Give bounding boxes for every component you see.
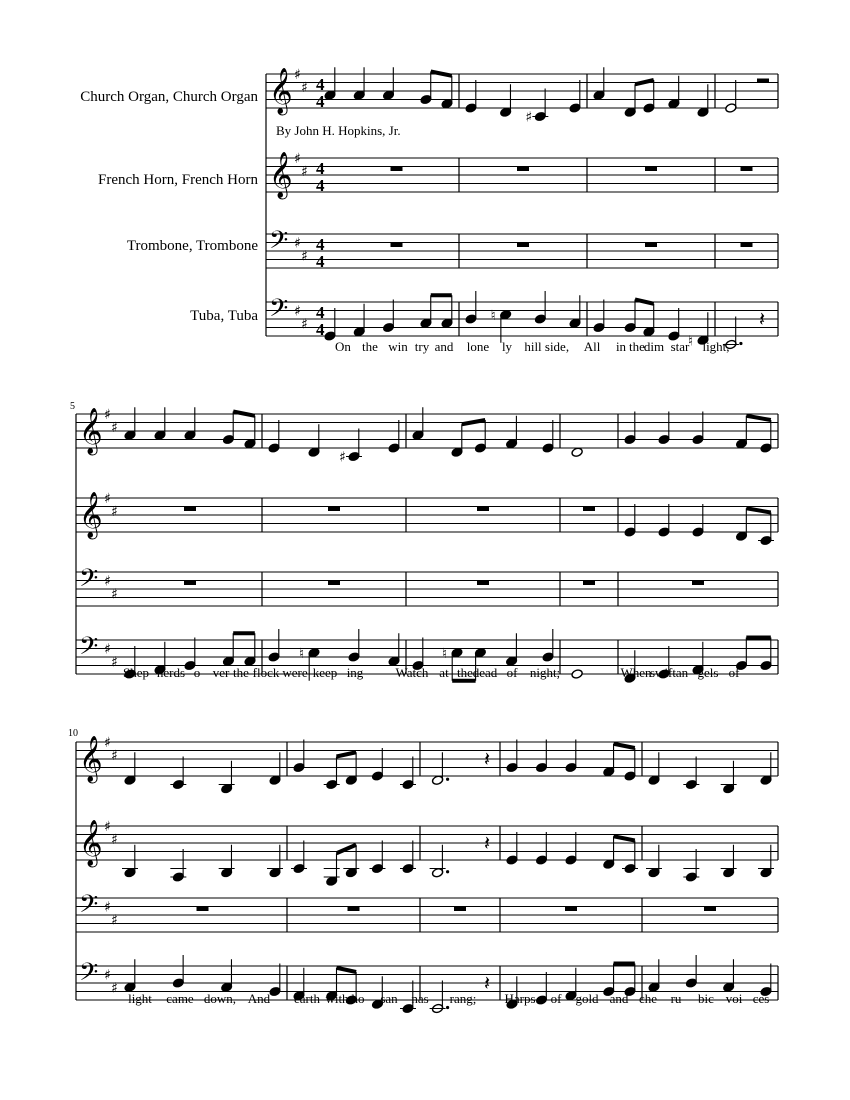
lyric-syllable: All <box>583 339 601 354</box>
bass-clef-icon: 𝄢 <box>79 890 99 925</box>
whole-rest-icon <box>645 167 657 172</box>
beam <box>635 300 654 304</box>
whole-rest-icon <box>184 507 196 512</box>
sharp-icon: ♯ <box>111 654 118 671</box>
bass-clef-icon: 𝄢 <box>79 564 99 599</box>
lyric-syllable: When <box>620 665 652 680</box>
beam <box>635 80 654 84</box>
time-signature-denominator: 4 <box>316 252 325 271</box>
lyric-syllable: hill <box>524 339 542 354</box>
beam <box>614 836 635 840</box>
beam <box>233 412 255 416</box>
time-signature-numerator: 4 <box>316 235 325 254</box>
dot <box>446 1006 449 1009</box>
lyric-syllable: che <box>638 991 658 1006</box>
lyrics-line-1 <box>335 339 729 354</box>
lyric-syllable: with <box>325 991 349 1006</box>
lyric-syllable: ho <box>351 991 365 1006</box>
sharp-icon: ♯ <box>301 79 308 96</box>
lyric-syllable: and <box>609 991 629 1006</box>
lyric-syllable: lone <box>466 339 490 354</box>
sharp-icon: ♯ <box>111 586 118 603</box>
lyric-syllable: ly <box>501 339 513 354</box>
instrument-label-tuba: Tuba, Tuba <box>190 308 258 324</box>
lyric-syllable: dead <box>472 665 498 680</box>
whole-rest-icon <box>741 243 753 248</box>
sharp-icon: ♯ <box>111 503 118 520</box>
bass-clef-icon: 𝄢 <box>79 632 99 667</box>
lyric-syllable: herds <box>156 665 186 680</box>
lyric-syllable: And <box>247 991 271 1006</box>
dot <box>446 778 449 781</box>
whole-rest-icon <box>645 243 657 248</box>
natural-icon: ♮ <box>688 333 694 350</box>
dot <box>739 342 742 345</box>
measure-number-10: 10 <box>68 728 78 739</box>
natural-icon: ♮ <box>490 307 496 324</box>
sharp-icon: ♯ <box>294 67 301 83</box>
beam <box>462 420 485 424</box>
sharp-icon: ♯ <box>104 641 111 658</box>
whole-rest-icon <box>348 907 360 912</box>
time-signature-numerator: 4 <box>316 303 325 322</box>
sharp-icon: ♯ <box>525 109 533 126</box>
time-signature-denominator: 4 <box>316 92 325 111</box>
system-3 <box>76 735 778 1014</box>
sharp-icon: ♯ <box>294 303 301 320</box>
lyric-syllable: were <box>282 665 308 680</box>
sharp-icon: ♯ <box>339 449 346 466</box>
lyric-syllable: flock <box>252 665 280 680</box>
beam <box>337 968 357 972</box>
quarter-rest-icon: 𝄽 <box>484 747 491 771</box>
sharp-icon: ♯ <box>104 407 111 423</box>
whole-rest-icon <box>454 907 466 912</box>
whole-rest-icon <box>583 507 595 512</box>
sharp-icon: ♯ <box>111 419 118 436</box>
whole-rest-icon <box>477 581 489 586</box>
sharp-icon: ♯ <box>111 747 118 764</box>
sharp-icon: ♯ <box>111 980 118 997</box>
sharp-icon: ♯ <box>104 735 111 751</box>
whole-rest-icon <box>517 167 529 172</box>
note-head <box>571 447 583 458</box>
lyric-syllable: light, <box>702 339 730 354</box>
sharp-icon: ♯ <box>104 491 111 507</box>
note-head <box>571 669 583 680</box>
lyric-syllable: of <box>728 665 740 680</box>
treble-clef-icon: 𝄞 <box>269 152 293 198</box>
time-signature-numerator: 4 <box>316 75 325 94</box>
lyric-syllable: star <box>670 339 690 354</box>
lyric-syllable: earth <box>294 991 320 1006</box>
dot <box>446 870 449 873</box>
lyric-syllable: the <box>362 339 378 354</box>
whole-rest-icon <box>517 243 529 248</box>
whole-rest-icon <box>757 79 769 84</box>
quarter-rest-icon: 𝄽 <box>759 307 766 331</box>
time-signature-denominator: 4 <box>316 320 325 339</box>
sharp-icon: ♯ <box>111 912 118 929</box>
bass-clef-icon: 𝄢 <box>269 226 289 261</box>
whole-rest-icon <box>583 581 595 586</box>
treble-clef-icon: 𝄞 <box>79 736 103 782</box>
lyric-syllable: dim <box>643 339 665 354</box>
instrument-label-horn: French Horn, French Horn <box>98 172 258 188</box>
bass-clef-icon: 𝄢 <box>269 294 289 329</box>
whole-rest-icon <box>197 907 209 912</box>
composer-credit: By John H. Hopkins, Jr. <box>276 123 401 138</box>
whole-rest-icon <box>477 507 489 512</box>
whole-rest-icon <box>692 581 704 586</box>
lyric-syllable: keep <box>312 665 338 680</box>
lyric-syllable: o <box>193 665 201 680</box>
lyric-syllable: light <box>128 991 152 1006</box>
lyric-syllable: ru <box>670 991 682 1006</box>
lyric-syllable: the <box>629 339 645 354</box>
system-2 <box>76 407 778 684</box>
whole-rest-icon <box>391 243 403 248</box>
treble-clef-icon: 𝄞 <box>79 408 103 454</box>
lyric-syllable: in <box>615 339 627 354</box>
lyric-syllable: down, <box>203 991 237 1006</box>
natural-icon: ♮ <box>442 645 448 662</box>
whole-rest-icon <box>565 907 577 912</box>
lyric-syllable: try <box>414 339 430 354</box>
natural-icon: ♮ <box>299 645 305 662</box>
lyric-syllable: ing <box>346 665 364 680</box>
lyric-syllable: of <box>506 665 518 680</box>
whole-rest-icon <box>184 581 196 586</box>
sharp-icon: ♯ <box>301 163 308 180</box>
lyric-syllable: On <box>335 339 351 354</box>
measure-number-5: 5 <box>70 401 75 412</box>
time-signature-denominator: 4 <box>316 176 325 195</box>
lyric-syllable: an <box>675 665 689 680</box>
lyric-syllable: Harps <box>504 991 536 1006</box>
lyric-syllable: rang; <box>449 991 477 1006</box>
lyric-syllable: ver <box>212 665 230 680</box>
quarter-rest-icon: 𝄽 <box>484 831 491 855</box>
lyrics-line-2 <box>123 665 740 680</box>
lyric-syllable: gels <box>697 665 719 680</box>
sharp-icon: ♯ <box>301 248 308 265</box>
system-1 <box>266 67 778 350</box>
lyric-syllable: gold <box>575 991 599 1006</box>
lyric-syllable: nas <box>411 991 429 1006</box>
lyric-syllable: Shep <box>123 665 149 680</box>
whole-rest-icon <box>741 167 753 172</box>
whole-rest-icon <box>704 907 716 912</box>
whole-rest-icon <box>328 507 340 512</box>
lyric-syllable: san <box>380 991 398 1006</box>
beam <box>431 72 452 76</box>
beam <box>614 744 635 748</box>
time-signature-numerator: 4 <box>316 159 325 178</box>
lyric-syllable: at <box>439 665 449 680</box>
beam <box>337 752 357 756</box>
quarter-rest-icon: 𝄽 <box>484 971 491 995</box>
lyric-syllable: side, <box>544 339 570 354</box>
lyric-syllable: and <box>434 339 454 354</box>
lyric-syllable: the <box>233 665 249 680</box>
lyric-syllable: ces <box>752 991 770 1006</box>
instrument-label-trombone: Trombone, Trombone <box>126 238 258 254</box>
sharp-icon: ♯ <box>301 316 308 333</box>
treble-clef-icon: 𝄞 <box>269 68 293 114</box>
sharp-icon: ♯ <box>104 899 111 916</box>
lyric-syllable: voi <box>725 991 743 1006</box>
whole-rest-icon <box>328 581 340 586</box>
lyrics-line-3 <box>128 991 769 1006</box>
instrument-label-organ: Church Organ, Church Organ <box>80 89 258 105</box>
lyric-syllable: bic <box>698 991 714 1006</box>
sharp-icon: ♯ <box>104 967 111 984</box>
lyric-syllable: the <box>457 665 473 680</box>
treble-clef-icon: 𝄞 <box>79 820 103 866</box>
bass-clef-icon: 𝄢 <box>79 958 99 993</box>
beam <box>746 416 770 420</box>
lyric-syllable: Watch <box>395 665 429 680</box>
lyric-syllable: of <box>550 991 562 1006</box>
lyric-syllable: came <box>166 991 194 1006</box>
whole-rest-icon <box>391 167 403 172</box>
sharp-icon: ♯ <box>294 151 301 167</box>
beam <box>746 508 770 512</box>
sharp-icon: ♯ <box>111 831 118 848</box>
lyric-syllable: swift <box>650 665 676 680</box>
lyric-syllable: win <box>388 339 408 354</box>
sharp-icon: ♯ <box>104 573 111 590</box>
sharp-icon: ♯ <box>104 819 111 835</box>
treble-clef-icon: 𝄞 <box>79 492 103 538</box>
sharp-icon: ♯ <box>294 235 301 252</box>
lyric-syllable: night; <box>529 665 561 680</box>
